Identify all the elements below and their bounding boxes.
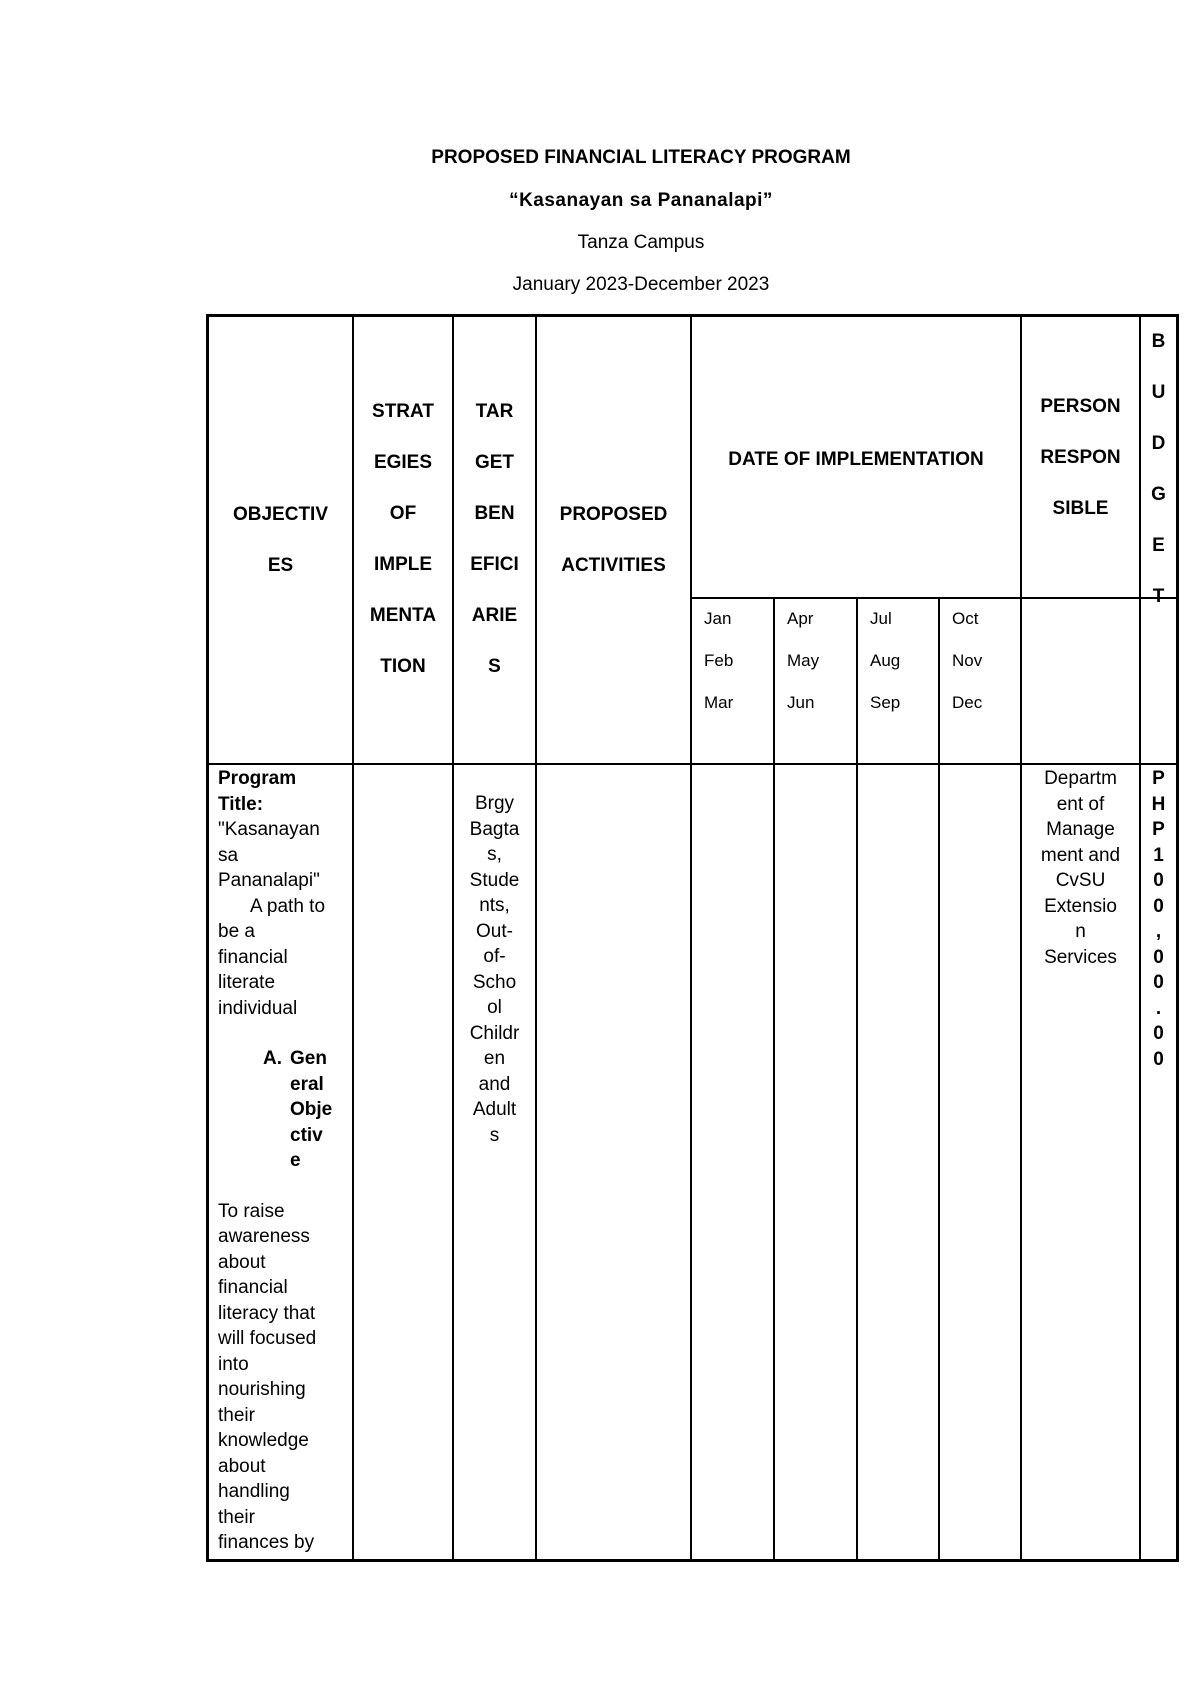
header-date-of-implementation: DATE OF IMPLEMENTATION: [728, 449, 984, 470]
program-title-label: Program Title:: [218, 768, 297, 815]
general-objective-heading: A. Gen eral Obje ctiv e: [263, 1048, 333, 1171]
person-responsible-cell: Departm ent of Manage ment and CvSU Extensio n Services: [1040, 768, 1121, 968]
program-period: January 2023-December 2023: [512, 274, 770, 295]
header-target-beneficiaries: TAR GET BEN EFICI ARIE S: [470, 401, 519, 677]
general-objective-text: To raise awareness about financial literacy that will focused into nourishing their knowledge about handling their finances by: [218, 1200, 317, 1553]
document-title: PROPOSED FINANCIAL LITERACY PROGRAM: [431, 147, 851, 168]
beneficiaries-cell: Brgy Bagta s, Stude nts, Out- of- Scho ol Childr en and Adult s: [469, 793, 520, 1146]
budget-cell: P H P 1 0 0 , 0 0 . 0 0: [1151, 768, 1166, 1070]
program-name: “Kasanayan sa Pananalapi”: [509, 190, 773, 211]
objectives-cell: Program Title: "Kasanayan sa Pananalapi" A path to be a financial literate individual A. Gen eral Obje ctiv e To raise awareness about financial literacy that will focused into nourishing their knowledge about handling their finances by: [218, 766, 342, 1556]
quarter-2-months: Apr May Jun: [787, 609, 820, 712]
header-budget: B U D G E T: [1151, 331, 1166, 607]
header-objectives: OBJECTIV ES: [232, 504, 329, 576]
header-strategies: STRAT EGIES OF IMPLE MENTA TION: [369, 401, 437, 677]
program-table: [206, 314, 1179, 1562]
quarter-3-months: Jul Aug Sep: [870, 609, 901, 712]
quarter-1-months: Jan Feb Mar: [704, 609, 734, 712]
header-person-responsible: PERSON RESPON SIBLE: [1040, 396, 1121, 519]
campus-name: Tanza Campus: [577, 232, 705, 253]
quarter-4-months: Oct Nov Dec: [952, 609, 983, 712]
header-proposed-activities: PROPOSED ACTIVITIES: [559, 504, 668, 576]
